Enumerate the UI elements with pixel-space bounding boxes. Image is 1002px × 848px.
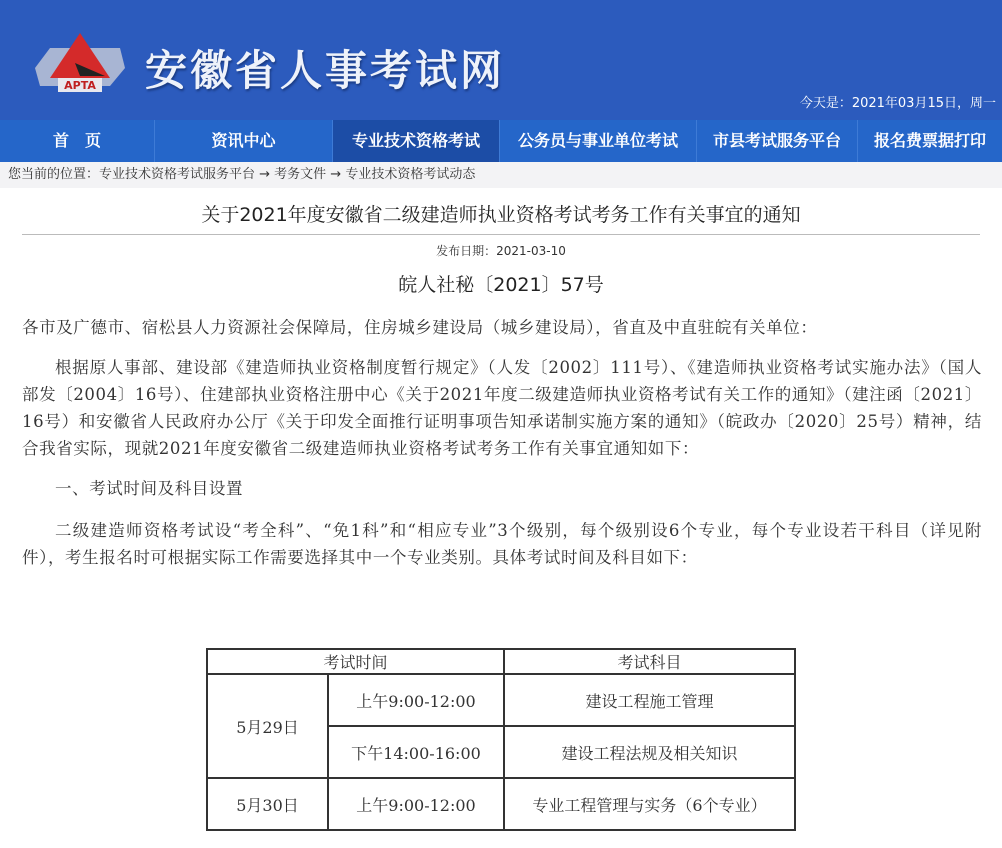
exam-date: 5月29日 <box>207 674 328 778</box>
exam-time: 下午14:00-16:00 <box>328 726 504 778</box>
main-nav <box>0 120 1002 162</box>
today-date: 今天是：2021年03月15日，周一 <box>799 96 996 111</box>
paragraph: 各市及广德市、宿松县人力资源社会保障局，住房城乡建设局（城乡建设局），省直及中直驻皖有关单位： <box>22 318 818 337</box>
article-body <box>22 314 982 584</box>
article-title: 关于2021年度安徽省二级建造师执业资格考试考务工作有关事宜的通知 <box>201 204 801 226</box>
table-row <box>207 778 795 830</box>
exam-date: 5月30日 <box>207 778 328 830</box>
nav-news[interactable]: 资讯中心 <box>155 120 333 162</box>
table-row <box>207 674 795 726</box>
paragraph: 二级建造师资格考试设“考全科”、“免1科”和“相应专业”3个级别，每个级别设6个专业，每个专业设若干科目（详见附件），考生报名时可根据实际工作需要选择其中一个专业类别。具体考试时间及科目如下： <box>22 521 982 567</box>
publish-date: 发布日期：2021-03-10 <box>436 244 566 258</box>
exam-subject: 建设工程施工管理 <box>504 674 795 726</box>
breadcrumb: 您当前的位置：专业技术资格考试服务平台 → 考务文件 → 专业技术资格考试动态 <box>0 162 1002 188</box>
table-header: 考试时间 <box>207 649 504 674</box>
section-heading: 一、考试时间及科目设置 <box>55 479 244 498</box>
paragraph: 根据原人事部、建设部《建造师执业资格制度暂行规定》（人发〔2002〕111号）、《建造师执业资格考试实施办法》（国人部发〔2004〕16号）、住建部执业资格注册中心《关于2021年度二级建造师执业资格考试有关工作的通知》（建注函〔2021〕16号）和安徽省人民政府办公厅《关于印发全面推行证明事项告知承诺制实施方案的通知》（皖政办〔2020〕25号）精神，结合我省实际，现就2021年度安徽省二级建造师执业资格考试考务工作有关事宜通知如下： <box>22 358 982 458</box>
site-header <box>0 0 1002 120</box>
nav-receipt-print[interactable]: 报名费票据打印 <box>873 131 986 150</box>
document-number: 皖人社秘〔2021〕57号 <box>398 274 604 296</box>
table-header: 考试科目 <box>504 649 795 674</box>
nav-home[interactable]: 首 页 <box>0 120 155 162</box>
nav-civil-service-exam[interactable]: 公务员与事业单位考试 <box>500 120 697 162</box>
exam-time: 上午9:00-12:00 <box>328 778 504 830</box>
divider <box>22 234 980 235</box>
nav-professional-exam[interactable]: 专业技术资格考试 <box>333 120 500 162</box>
nav-city-county-platform[interactable]: 市县考试服务平台 <box>697 120 858 162</box>
exam-subject: 建设工程法规及相关知识 <box>504 726 795 778</box>
exam-time: 上午9:00-12:00 <box>328 674 504 726</box>
site-title: 安徽省人事考试网 <box>145 46 506 95</box>
exam-schedule-table <box>206 648 796 831</box>
apta-logo[interactable] <box>30 28 130 96</box>
svg-text:APTA: APTA <box>64 79 96 92</box>
exam-subject: 专业工程管理与实务（6个专业） <box>504 778 795 830</box>
